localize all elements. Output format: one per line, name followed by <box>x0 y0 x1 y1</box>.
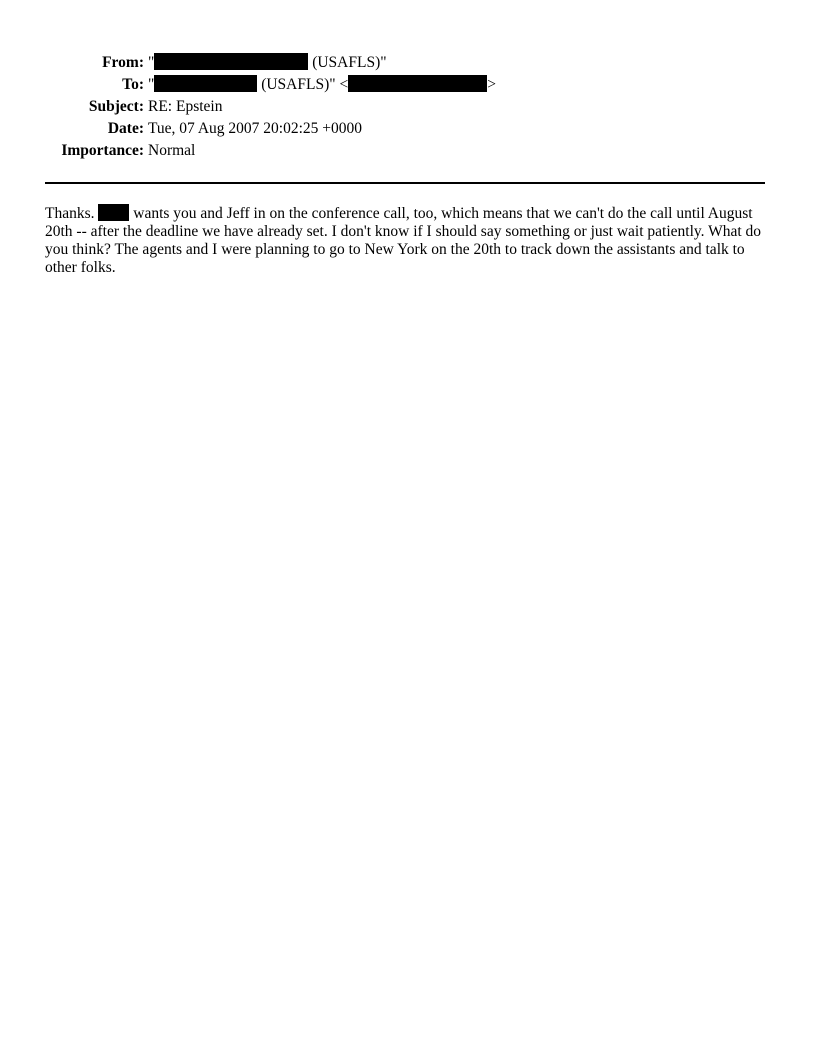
header-divider <box>45 182 765 184</box>
redaction-box <box>348 75 487 92</box>
body-prefix: Thanks. <box>45 205 99 222</box>
importance-value: Normal <box>148 142 196 159</box>
email-body <box>45 204 767 277</box>
to-close: > <box>487 76 496 93</box>
from-quote: " <box>148 54 155 71</box>
importance-row <box>0 140 816 162</box>
body-rest: wants you and Jeff in on the conference call, too, which means that we can't do the call until August 20th -- after the deadline we have already set. I don't know if I should say something or just wait patiently. What do you think? The agents and I were planning to go to New York on the 20th to track down the assistants and talk to other folks. <box>45 205 762 276</box>
to-middle: (USAFLS)" < <box>257 76 349 93</box>
redaction-box <box>154 53 308 70</box>
to-label: To: <box>122 76 144 93</box>
date-label: Date: <box>107 120 144 137</box>
date-row <box>0 118 816 140</box>
importance-label: Importance: <box>61 142 144 159</box>
from-suffix: (USAFLS)" <box>308 54 387 71</box>
from-value <box>148 52 387 74</box>
to-value <box>148 74 496 96</box>
subject-label: Subject: <box>88 98 144 115</box>
redaction-box <box>98 204 129 221</box>
subject-value: RE: Epstein <box>148 98 223 115</box>
from-label: From: <box>102 54 144 71</box>
to-quote: " <box>148 76 155 93</box>
redaction-box <box>154 75 257 92</box>
subject-row <box>0 96 816 118</box>
to-row <box>0 74 816 96</box>
email-header <box>0 52 816 162</box>
from-row <box>0 52 816 74</box>
date-value: Tue, 07 Aug 2007 20:02:25 +0000 <box>148 120 362 137</box>
